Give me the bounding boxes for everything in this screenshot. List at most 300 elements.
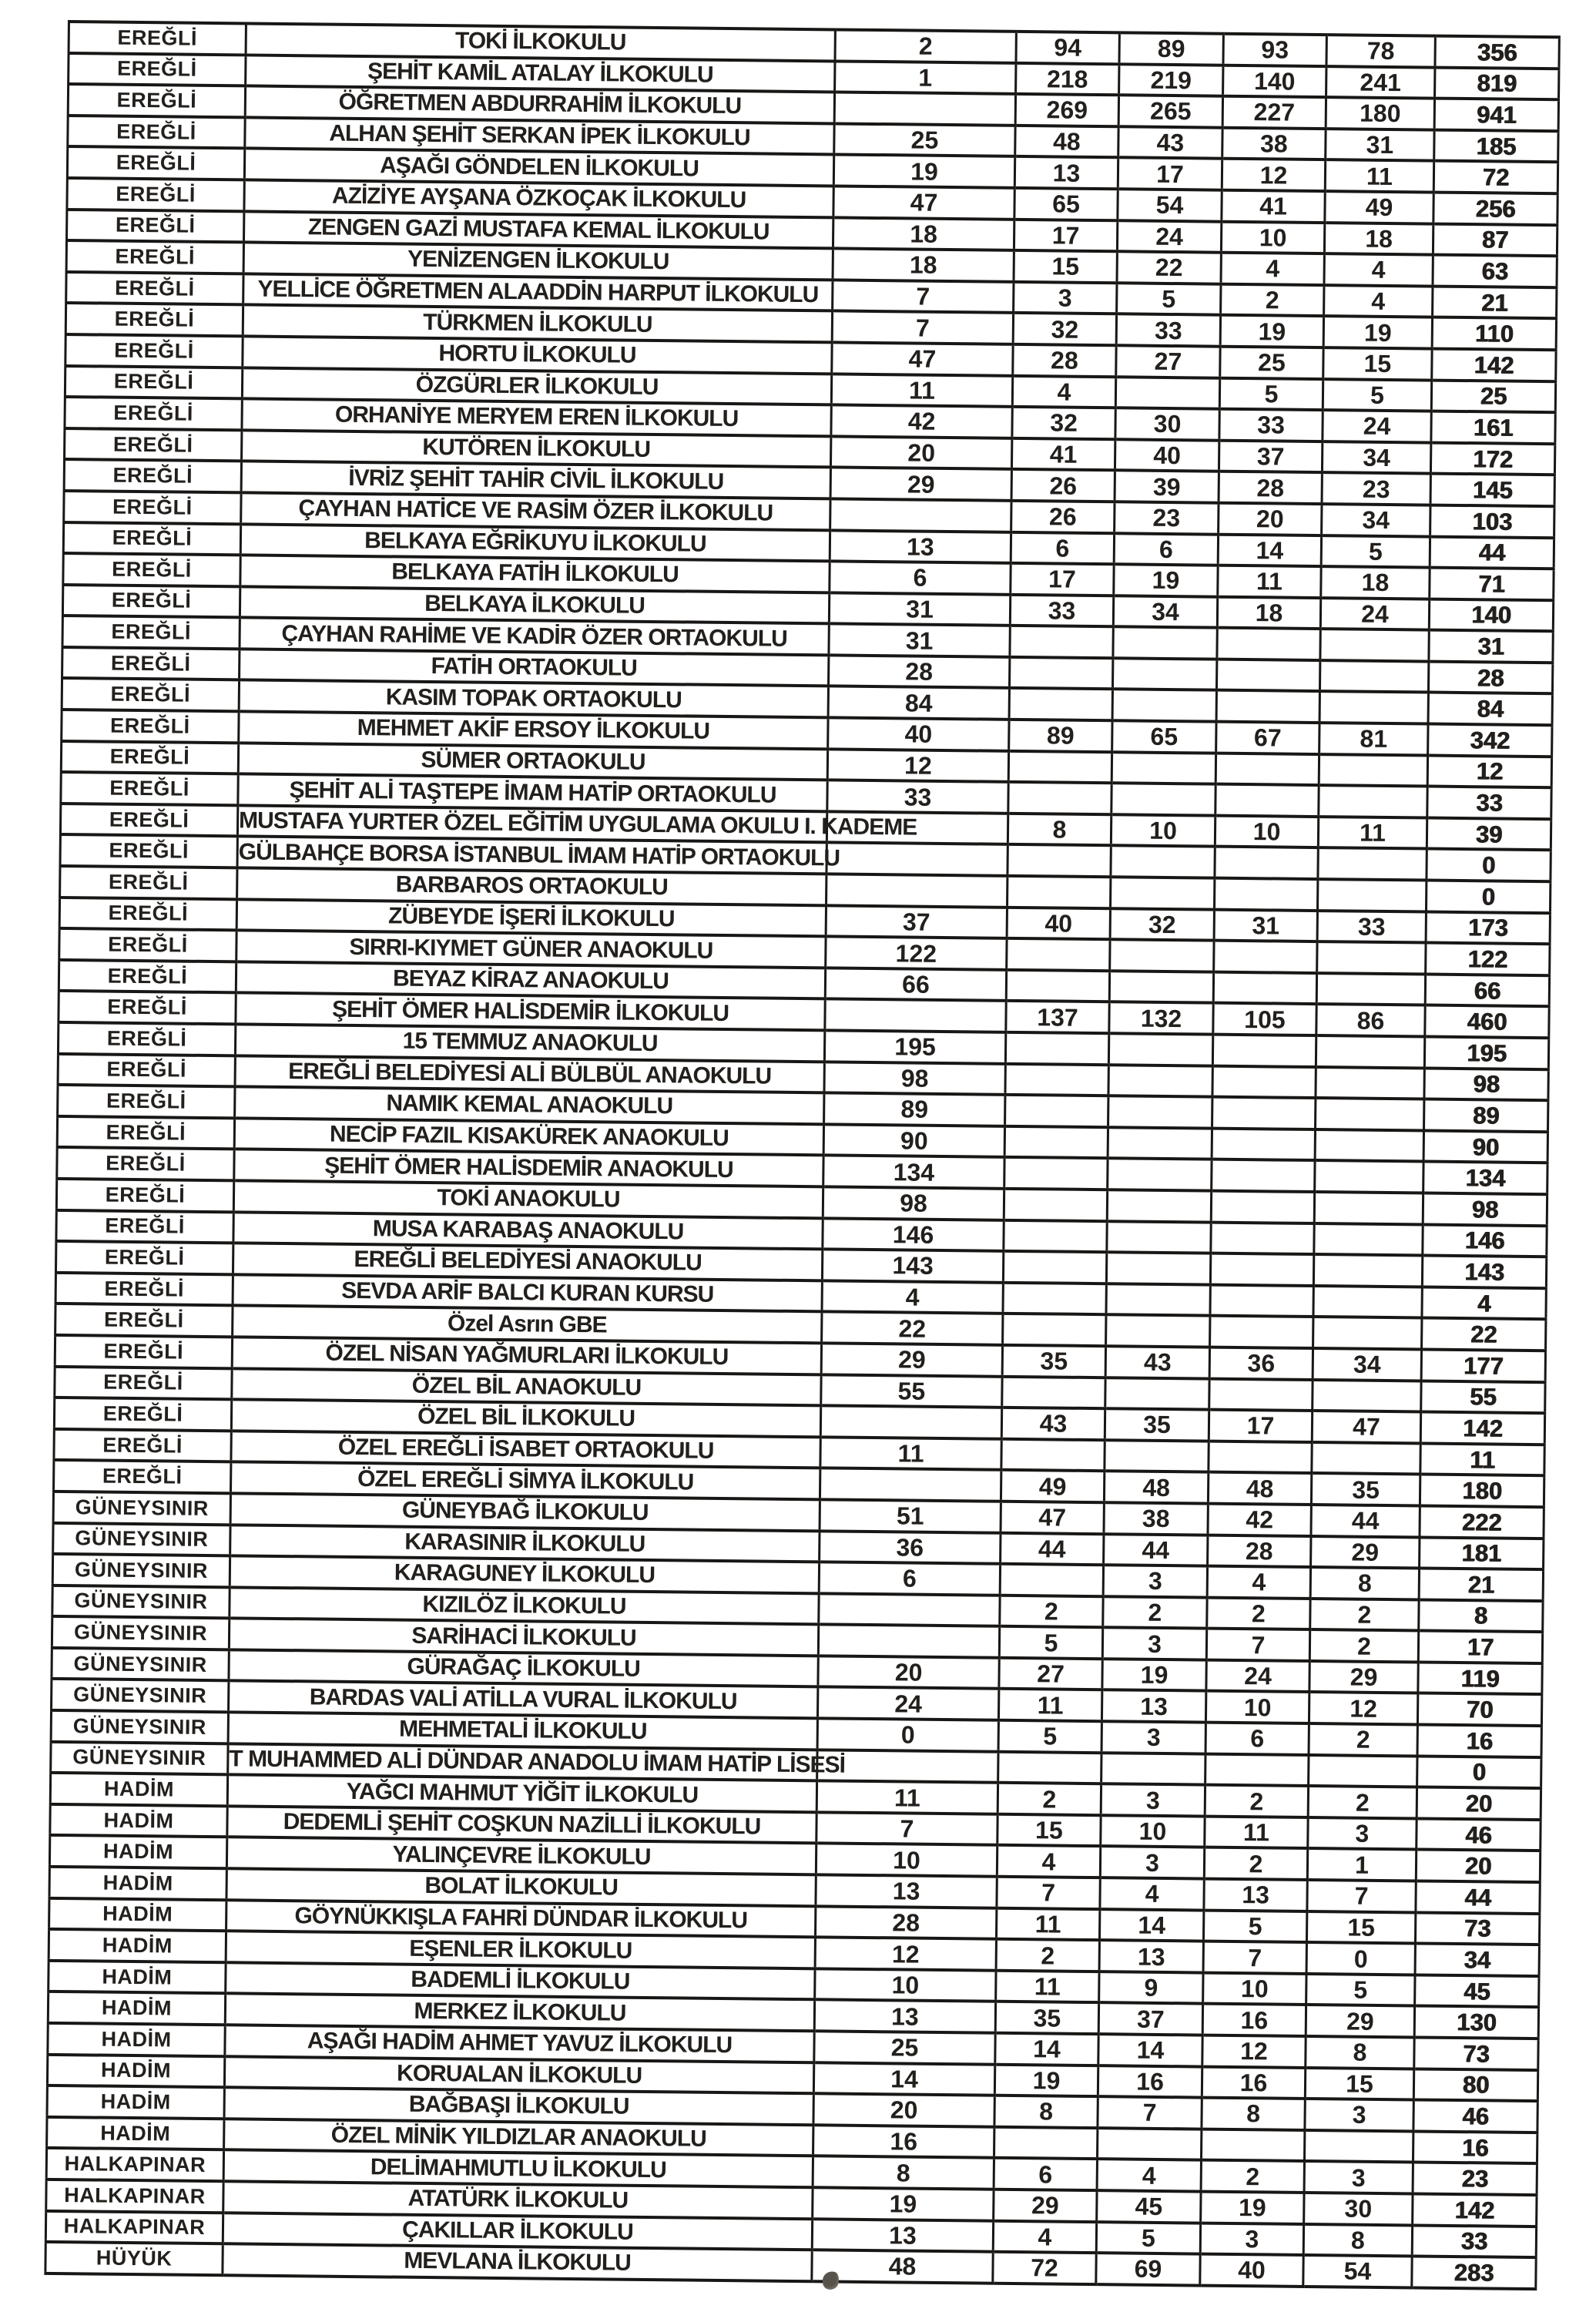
count-cell-5: 29 [1309, 1661, 1418, 1693]
count-cell-4: 5 [1203, 1910, 1306, 1942]
district-cell: EREĞLİ [55, 1273, 233, 1306]
count-cell-5: 81 [1319, 723, 1428, 755]
count-cell-4 [1210, 1253, 1313, 1286]
total-cell: 98 [1423, 1193, 1547, 1225]
count-cell-3 [1112, 783, 1215, 815]
count-cell-2 [998, 1751, 1101, 1784]
school-name-cell: ÖZEL BİL İLKOKULU [231, 1399, 820, 1437]
district-cell: GÜNEYSINIR [52, 1648, 229, 1681]
count-cell-1: 13 [814, 2000, 995, 2033]
count-cell-5: 2 [1310, 1599, 1419, 1631]
total-cell: 71 [1430, 568, 1554, 600]
count-cell-3: 6 [1114, 533, 1218, 565]
count-cell-2: 19 [994, 2064, 1098, 2096]
total-cell: 142 [1420, 1412, 1544, 1445]
total-cell: 28 [1428, 661, 1552, 693]
count-cell-2: 17 [1011, 563, 1114, 596]
school-name-cell: ŞEHİT ÖMER HALİSDEMİR ANAOKULU [234, 1149, 823, 1187]
count-cell-5: 0 [1306, 1942, 1415, 1975]
count-cell-4: 28 [1208, 1535, 1311, 1567]
school-name-cell: DELİMAHMUTLU İLKOKULU [223, 2150, 813, 2188]
count-cell-1: 16 [813, 2125, 994, 2158]
count-cell-4 [1212, 1065, 1316, 1098]
count-cell-3 [1108, 1127, 1212, 1159]
table-sheet [44, 20, 1561, 2290]
school-name-cell: AŞAĞI HADİM AHMET YAVUZ İLKOKULU [225, 2025, 814, 2062]
count-cell-2: 35 [995, 2002, 1098, 2034]
count-cell-2: 27 [999, 1658, 1102, 1690]
total-cell: 20 [1416, 1850, 1540, 1882]
count-cell-3: 44 [1104, 1534, 1208, 1566]
total-cell: 44 [1416, 1881, 1540, 1913]
count-cell-4: 7 [1206, 1629, 1309, 1661]
district-cell: EREĞLİ [67, 210, 244, 243]
count-cell-5: 2 [1309, 1723, 1417, 1756]
count-cell-2 [1008, 751, 1112, 784]
count-cell-4 [1212, 1159, 1315, 1192]
count-cell-1 [820, 1405, 1001, 1438]
count-cell-2 [1008, 782, 1112, 814]
count-cell-5: 3 [1308, 1817, 1417, 1850]
district-cell: EREĞLİ [58, 1085, 235, 1118]
count-cell-5 [1317, 941, 1426, 974]
count-cell-4: 2 [1221, 284, 1324, 316]
count-cell-5: 5 [1321, 535, 1430, 568]
district-cell: EREĞLİ [68, 84, 245, 117]
count-cell-3: 17 [1118, 158, 1222, 190]
school-name-cell: KARASINIR İLKOKULU [230, 1525, 820, 1562]
count-cell-2: 8 [1008, 814, 1111, 846]
count-cell-1: 1 [835, 61, 1016, 94]
school-name-cell: ATATÜRK İLKOKULU [223, 2181, 813, 2219]
count-cell-1: 2 [835, 29, 1016, 62]
count-cell-2: 4 [1012, 375, 1115, 408]
school-name-cell: ZENGEN GAZİ MUSTAFA KEMAL İLKOKULU [243, 211, 833, 249]
total-cell: 142 [1413, 2193, 1537, 2226]
count-cell-5: 29 [1306, 2005, 1414, 2037]
count-cell-4 [1214, 941, 1317, 973]
school-name-cell: ÇAYHAN HATİCE VE RASİM ÖZER İLKOKULU [241, 492, 830, 530]
school-name-cell: AZİZİYE AYŞANA ÖZKOÇAK İLKOKULU [244, 180, 833, 217]
count-cell-3 [1110, 939, 1214, 971]
school-name-cell: BEYAZ KİRAZ ANAOKULU [236, 961, 825, 999]
count-cell-4: 19 [1220, 315, 1323, 347]
count-cell-2: 28 [1013, 344, 1116, 377]
district-cell: EREĞLİ [65, 366, 242, 399]
count-cell-2 [1005, 1095, 1108, 1127]
table-body [45, 22, 1560, 2289]
district-cell: EREĞLİ [60, 834, 237, 867]
total-cell: 146 [1423, 1224, 1547, 1257]
school-name-cell: EREĞLİ BELEDİYESİ ANAOKULU [233, 1243, 822, 1280]
count-cell-4 [1217, 628, 1320, 660]
count-cell-4: 18 [1217, 596, 1320, 629]
school-name-cell: ORHANİYE MERYEM EREN İLKOKULU [242, 399, 831, 437]
count-cell-2: 32 [1013, 313, 1116, 345]
count-cell-4: 40 [1200, 2254, 1303, 2287]
total-cell: 66 [1425, 974, 1549, 1006]
school-name-cell: MEVLANA İLKOKULU [223, 2243, 812, 2281]
count-cell-3: 3 [1102, 1627, 1206, 1659]
count-cell-1: 36 [820, 1531, 1001, 1564]
district-cell: EREĞLİ [61, 772, 238, 805]
count-cell-2: 11 [996, 1971, 1099, 2003]
count-cell-2 [1005, 1063, 1108, 1096]
school-name-cell: GÜNEYBAĞ İLKOKULU [230, 1493, 820, 1531]
school-name-cell: GÖYNÜKKIŞLA FAHRİ DÜNDAR İLKOKULU [226, 1900, 816, 1938]
count-cell-2 [1002, 1376, 1105, 1408]
total-cell: 90 [1423, 1130, 1547, 1163]
total-cell: 0 [1417, 1756, 1541, 1788]
district-cell: GÜNEYSINIR [51, 1710, 228, 1743]
school-name-cell: HORTU İLKOKULU [243, 336, 832, 374]
count-cell-3: 27 [1116, 345, 1220, 378]
count-cell-4: 105 [1213, 1003, 1316, 1035]
school-name-cell: YAĞCI MAHMUT YİĞİT İLKOKULU [227, 1775, 816, 1813]
count-cell-5: 11 [1318, 817, 1427, 849]
district-cell: EREĞLİ [59, 991, 236, 1024]
count-cell-3: 43 [1105, 1346, 1209, 1378]
total-cell: 25 [1431, 380, 1555, 412]
total-cell: 161 [1431, 411, 1555, 444]
district-cell: HADİM [49, 1867, 226, 1900]
total-cell: 181 [1420, 1537, 1544, 1569]
count-cell-4: 227 [1222, 96, 1326, 129]
count-cell-2: 17 [1014, 219, 1117, 251]
count-cell-1: 29 [821, 1343, 1002, 1376]
count-cell-3: 34 [1113, 596, 1217, 628]
school-name-cell: BARDAS VALİ ATİLLA VURAL İLKOKULU [229, 1681, 818, 1719]
count-cell-2 [1004, 1126, 1108, 1159]
count-cell-3: 2 [1103, 1596, 1207, 1629]
count-cell-2 [1003, 1283, 1106, 1315]
count-cell-1: 20 [818, 1656, 999, 1689]
count-cell-5: 15 [1306, 1911, 1415, 1944]
count-cell-4: 41 [1222, 190, 1325, 223]
count-cell-5 [1304, 2130, 1413, 2163]
total-cell: 11 [1420, 1443, 1544, 1475]
district-cell: HADİM [48, 2023, 225, 2056]
count-cell-3: 65 [1112, 720, 1216, 753]
count-cell-1: 11 [831, 374, 1012, 407]
count-cell-1 [818, 1625, 999, 1658]
count-cell-3: 89 [1119, 32, 1223, 65]
total-cell: 46 [1413, 2100, 1537, 2133]
count-cell-3: 3 [1101, 1784, 1205, 1816]
district-cell: EREĞLİ [55, 1335, 232, 1368]
count-cell-5: 31 [1326, 129, 1434, 161]
count-cell-5 [1313, 1380, 1421, 1412]
school-name-cell: İVRİZ ŞEHİT TAHİR CİVİL İLKOKULU [241, 461, 830, 499]
count-cell-4 [1209, 1441, 1312, 1473]
count-cell-4: 12 [1202, 2035, 1306, 2068]
count-cell-3: 13 [1101, 1690, 1205, 1723]
count-cell-3 [1105, 1378, 1209, 1410]
count-cell-1: 6 [819, 1562, 1000, 1595]
count-cell-2: 5 [999, 1626, 1102, 1659]
count-cell-5 [1319, 754, 1427, 787]
count-cell-3 [1115, 377, 1219, 409]
count-cell-1 [819, 1593, 1000, 1626]
total-cell: 140 [1429, 599, 1553, 631]
count-cell-2 [1009, 688, 1112, 720]
district-cell: EREĞLİ [59, 928, 236, 961]
school-name-cell: ÖZEL EREĞLİ SİMYA İLKOKULU [230, 1462, 820, 1500]
total-cell: 460 [1425, 1005, 1549, 1038]
total-cell: 20 [1417, 1787, 1541, 1820]
school-name-cell: ÖZGÜRLER İLKOKULU [242, 367, 831, 405]
school-name-cell: ŞEHİT ÖMER HALİSDEMİR İLKOKULU [236, 993, 825, 1031]
school-name-cell: BADEMLİ İLKOKULU [226, 1962, 815, 2000]
school-name-cell: YALINÇEVRE İLKOKULU [226, 1837, 816, 1875]
count-cell-3: 4 [1100, 1878, 1204, 1910]
count-cell-3 [1113, 627, 1217, 659]
district-cell: EREĞLİ [65, 334, 243, 367]
count-cell-4: 67 [1216, 722, 1319, 754]
count-cell-5: 49 [1325, 191, 1433, 223]
count-cell-4: 140 [1223, 65, 1326, 97]
count-cell-1: 20 [830, 436, 1011, 469]
count-cell-3: 23 [1115, 502, 1219, 534]
count-cell-3 [1105, 1440, 1209, 1472]
count-cell-5: 180 [1326, 97, 1434, 129]
district-cell: EREĞLİ [62, 585, 240, 618]
count-cell-1: 22 [822, 1312, 1003, 1345]
district-cell: EREĞLİ [60, 804, 237, 837]
count-cell-5 [1309, 1755, 1417, 1787]
total-cell: 283 [1412, 2257, 1536, 2289]
school-name-cell: 15 TEMMUZ ANAOKULU [235, 1024, 824, 1062]
district-cell: HADİM [47, 2054, 224, 2087]
count-cell-5 [1314, 1192, 1423, 1224]
count-cell-4: 20 [1219, 503, 1322, 535]
count-cell-1: 134 [823, 1156, 1004, 1189]
district-cell: EREĞLİ [65, 397, 242, 430]
count-cell-4: 48 [1208, 1472, 1311, 1505]
total-cell: 73 [1415, 1912, 1539, 1945]
count-cell-2: 11 [998, 1689, 1101, 1721]
count-cell-2: 32 [1012, 407, 1115, 439]
count-cell-1: 7 [816, 1812, 998, 1845]
count-cell-5: 35 [1311, 1473, 1420, 1505]
count-cell-4: 14 [1218, 534, 1321, 566]
count-cell-1: 18 [833, 217, 1014, 250]
count-cell-3: 69 [1096, 2253, 1200, 2285]
count-cell-5: 8 [1303, 2224, 1412, 2257]
count-cell-4 [1214, 878, 1317, 911]
count-cell-2: 33 [1010, 595, 1113, 627]
count-cell-4: 93 [1223, 34, 1326, 66]
count-cell-2: 6 [1011, 532, 1114, 564]
school-name-cell: SARİHACİ İLKOKULU [229, 1619, 818, 1656]
district-cell: HADİM [49, 1929, 226, 1962]
count-cell-2: 35 [1002, 1345, 1105, 1378]
count-cell-1 [825, 999, 1006, 1032]
count-cell-5: 18 [1324, 223, 1433, 255]
school-name-cell: EREĞLİ BELEDİYESİ ALİ BÜLBÜL ANAOKULU [235, 1055, 824, 1093]
count-cell-2: 15 [1014, 250, 1117, 283]
count-cell-5: 78 [1326, 35, 1435, 67]
school-name-cell: MEHMETALİ İLKOKULU [228, 1712, 817, 1750]
district-cell: EREĞLİ [57, 1147, 234, 1180]
count-cell-1: 24 [817, 1687, 998, 1720]
district-cell: EREĞLİ [62, 616, 240, 649]
count-cell-4 [1212, 1128, 1315, 1160]
count-cell-2: 65 [1014, 188, 1118, 220]
count-cell-3 [1106, 1284, 1210, 1316]
count-cell-4: 13 [1204, 1879, 1307, 1911]
school-name-cell: KARAGUNEY İLKOKULU [230, 1555, 819, 1593]
district-cell: HADİM [50, 1804, 227, 1837]
count-cell-3 [1111, 877, 1215, 909]
school-name-cell: YELLİCE ÖĞRETMEN ALAADDİN HARPUT İLKOKULU [243, 273, 833, 311]
school-name-cell: KORUALAN İLKOKULU [224, 2056, 813, 2094]
total-cell: 21 [1433, 286, 1557, 318]
count-cell-1: 4 [822, 1280, 1003, 1314]
count-cell-1: 47 [833, 186, 1014, 219]
total-cell: 55 [1421, 1381, 1545, 1413]
count-cell-1: 13 [830, 530, 1011, 563]
count-cell-5: 15 [1305, 2068, 1413, 2100]
count-cell-2: 2 [998, 1783, 1101, 1815]
count-cell-3 [1112, 658, 1216, 690]
count-cell-3: 14 [1098, 2034, 1202, 2066]
count-cell-1: 0 [817, 1718, 998, 1751]
district-cell: HALKAPINAR [46, 2180, 223, 2213]
count-cell-4: 4 [1221, 253, 1324, 285]
district-cell: GÜNEYSINIR [53, 1492, 230, 1525]
count-cell-4: 28 [1219, 471, 1322, 504]
total-cell: 17 [1418, 1631, 1542, 1663]
count-cell-3 [1112, 690, 1216, 722]
enrollment-table [44, 20, 1561, 2290]
total-cell: 23 [1413, 2163, 1537, 2195]
school-name-cell: KIZILÖZ İLKOKULU [230, 1587, 819, 1625]
count-cell-5: 4 [1324, 285, 1433, 317]
total-cell: 177 [1421, 1349, 1545, 1381]
total-cell: 87 [1433, 223, 1557, 256]
count-cell-4 [1210, 1284, 1313, 1317]
count-cell-1: 55 [821, 1374, 1002, 1408]
school-name-cell: ŞEHİT KAMİL ATALAY İLKOKULU [246, 55, 835, 92]
total-cell: 222 [1420, 1505, 1544, 1538]
total-cell: 70 [1417, 1693, 1541, 1726]
count-cell-5 [1313, 1254, 1422, 1287]
district-cell: EREĞLİ [69, 22, 246, 55]
count-cell-5 [1313, 1317, 1422, 1349]
count-cell-2: 41 [1011, 438, 1115, 471]
district-cell: EREĞLİ [69, 53, 246, 86]
total-cell: 180 [1420, 1475, 1544, 1507]
count-cell-5: 47 [1312, 1411, 1420, 1443]
count-cell-4 [1215, 847, 1318, 879]
district-cell: EREĞLİ [54, 1429, 231, 1462]
district-cell: HADİM [49, 1835, 226, 1868]
total-cell: 44 [1430, 536, 1554, 569]
district-cell: HÜYÜK [45, 2242, 223, 2275]
count-cell-4: 2 [1207, 1597, 1310, 1629]
count-cell-5: 241 [1326, 66, 1435, 99]
count-cell-2 [1008, 844, 1111, 877]
count-cell-3: 38 [1104, 1502, 1208, 1535]
count-cell-4: 10 [1203, 1972, 1306, 2005]
count-cell-3: 5 [1117, 283, 1221, 315]
count-cell-1: 29 [830, 468, 1011, 501]
district-cell: EREĞLİ [53, 1460, 230, 1493]
count-cell-5: 19 [1323, 316, 1432, 348]
total-cell: 145 [1430, 474, 1554, 506]
count-cell-3: 45 [1097, 2190, 1201, 2223]
total-cell: 119 [1418, 1662, 1542, 1694]
school-name-cell: ÖZEL NİSAN YAĞMURLARI İLKOKULU [232, 1337, 821, 1374]
count-cell-3 [1108, 1159, 1212, 1191]
count-cell-3: 48 [1104, 1471, 1208, 1504]
school-name-cell: ÇAYHAN RAHİME VE KADİR ÖZER ORTAOKULU [240, 618, 829, 656]
count-cell-4: 33 [1219, 409, 1323, 441]
count-cell-4: 12 [1222, 159, 1325, 191]
count-cell-5 [1318, 847, 1427, 880]
count-cell-1: 84 [828, 686, 1009, 720]
count-cell-4 [1211, 1222, 1314, 1254]
count-cell-1: 7 [832, 311, 1013, 344]
total-cell: 342 [1428, 724, 1552, 757]
count-cell-1: 6 [830, 561, 1011, 594]
school-name-cell: ŞEHİT ALİ TAŞTEPE İMAM HATİP ORTAOKULU [238, 774, 827, 812]
school-name-cell: SÜMER ORTAOKULU [238, 743, 827, 780]
count-cell-5: 54 [1303, 2255, 1412, 2287]
count-cell-5 [1316, 1098, 1424, 1130]
count-cell-1: 47 [832, 342, 1013, 375]
count-cell-1: 42 [831, 405, 1012, 438]
count-cell-2 [1008, 876, 1111, 908]
count-cell-3: 265 [1118, 95, 1222, 127]
count-cell-2: 94 [1016, 32, 1119, 64]
count-cell-2: 15 [998, 1814, 1101, 1847]
count-cell-2: 49 [1001, 1470, 1104, 1502]
count-cell-3 [1108, 1033, 1212, 1065]
count-cell-3: 219 [1119, 64, 1223, 96]
count-cell-5: 44 [1311, 1505, 1420, 1537]
district-cell: EREĞLİ [60, 866, 237, 899]
count-cell-5: 2 [1308, 1786, 1417, 1818]
school-name-cell: DEDEMLİ ŞEHİT COŞKUN NAZİLLİ İLKOKULU [227, 1806, 816, 1844]
count-cell-4: 2 [1201, 2160, 1304, 2193]
count-cell-2: 43 [1001, 1408, 1105, 1440]
count-cell-4: 25 [1220, 347, 1323, 379]
count-cell-1: 48 [812, 2250, 993, 2283]
count-cell-2 [1003, 1314, 1106, 1346]
district-cell: GÜNEYSINIR [52, 1679, 229, 1712]
count-cell-2: 269 [1015, 94, 1118, 126]
count-cell-5 [1320, 629, 1429, 661]
count-cell-5 [1319, 660, 1428, 693]
district-cell: EREĞLİ [65, 428, 242, 461]
count-cell-4 [1210, 1316, 1313, 1348]
count-cell-5: 2 [1309, 1629, 1418, 1662]
total-cell: 16 [1417, 1725, 1541, 1757]
count-cell-5: 86 [1316, 1004, 1425, 1036]
count-cell-3: 5 [1096, 2222, 1200, 2254]
count-cell-4: 24 [1206, 1659, 1309, 1692]
count-cell-1: 14 [813, 2062, 994, 2096]
count-cell-4: 5 [1219, 378, 1323, 410]
district-cell: EREĞLİ [62, 678, 239, 711]
total-cell: 122 [1426, 943, 1550, 975]
count-cell-5 [1314, 1223, 1423, 1256]
count-cell-2: 44 [1001, 1532, 1104, 1565]
count-cell-5: 23 [1322, 472, 1430, 505]
count-cell-3: 35 [1105, 1408, 1209, 1441]
